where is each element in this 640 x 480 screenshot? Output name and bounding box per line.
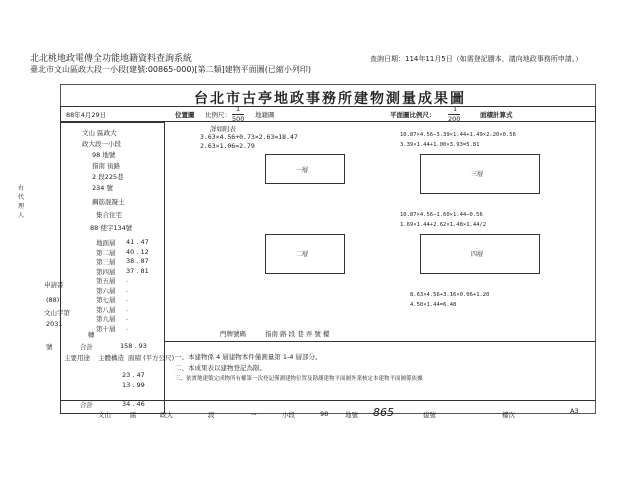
floor-name: 第四層 [96,267,116,276]
page-tag: A3 [570,407,579,415]
formula-8: 4.50×1.44=6.48 [410,302,457,308]
floor-name: 第八層 [96,305,116,314]
document-title: 台北市古亭地政事務所建物測量成果圖 [194,91,466,107]
footer-build-label: 建號 [423,411,436,419]
total-value: 158 . 93 [120,342,147,350]
survey-document [18,84,596,424]
scale-label: 比例尺： [205,111,231,119]
aux-structure-label: 主體構造 [98,354,124,362]
floor-plan-1 [265,154,345,184]
eaves-value: 13 . 99 [122,381,145,389]
plan-scale-den: 200 [448,115,461,123]
lane-value: 2 段225巷 [92,173,124,181]
formula-4: 3.39×1.44+1.00×3.93=5.81 [400,142,480,148]
header-row [60,106,596,122]
no-label: 號 [46,343,53,351]
door-plate-label: 門牌號碼 [220,330,246,338]
section-value: 政大段一小段 [82,140,121,148]
formula-5: 10.87×4.56−1.60×1.44−0.56 [400,212,483,218]
floor-area: . [126,295,129,303]
plan-scale-label: 平面圖比例尺： [390,111,436,119]
floor-area: 38 . 87 [126,257,149,265]
floor-area: 37 . 81 [126,266,149,275]
floor-name: 第七層 [96,296,116,304]
floor-name: 第五層 [96,277,116,285]
note-2: 二、本成果表以建物登記為限。 [175,364,266,372]
applicant-no: (88) [46,296,60,304]
floor-plan-3-label: 三層 [471,171,484,178]
query-info: 查詢日期：114年11月5日（如需登記謄本，請向地政事務所申請。） [370,55,583,63]
note-3: 三、依實地建築完成物所有權第一次登記僅測建物位置及勘測建物平面圖外業核定本建物平面圖係依據 [175,376,423,382]
footer-lot-label: 地號 [345,411,358,419]
page-header [0,0,640,74]
total-label: 合計 [80,343,93,351]
floor-name: 第九層 [96,315,116,323]
system-title: 北北桃地政電傳全功能地籍資料查詢系統 [30,54,193,64]
door-plate-written: 指南 路 段 巷 弄 號 樓 [265,330,330,338]
formula-3: 10.87×4.56−3.39×1.44+1.49×2.20×0.56 [400,132,516,138]
footer-num-label: 樓次 [502,411,515,419]
floor-plan-4-label: 四層 [471,251,484,258]
floor-plan-4 [420,234,540,274]
footer-lot: 98 [320,410,329,418]
floor-area: . [126,314,129,322]
floor-area: . [126,276,129,284]
floor-plan-2 [265,234,345,274]
balcony-value: 23 . 47 [122,371,145,379]
footer-duan: 段 [208,411,215,419]
use-value: 集合住宅 [96,211,122,219]
floor-plan-1-label: 一層 [296,167,309,174]
scale-num: 1 [236,105,241,113]
number-value: 234 號 [92,184,113,192]
area-calc-sub: 詳如附表 [210,125,236,133]
aux-total-label: 合計 [80,401,93,409]
main-use-label: 主要用途 [64,354,90,362]
district-value: 文山 區政大 [82,129,117,137]
road-value: 指南 街路 [92,162,121,170]
footer-handwritten-number: 865 [373,406,394,419]
note-1: 一、本建物係 4 層建物本件僅測量第 1-4 層部分。 [175,353,322,361]
agent-side-label: 右代理人 [18,185,25,219]
floor-area: . [126,304,129,313]
formula-2: 2.63×1.06=2.79 [200,142,255,150]
floor-name: 第十層 [96,324,116,333]
applicant-label: 申請書 [44,281,64,289]
floor-name: 第六層 [96,286,116,295]
floor-area: 40 . 12 [126,247,149,256]
lot-value: 98 地號 [92,151,116,159]
date-row: 88年4月29日 [66,111,107,119]
floor-area: . [126,285,129,294]
footer-section: 政大 [160,411,173,419]
office-label: 文山字第 [44,309,70,317]
stamp-text: 轉 [88,331,95,339]
floor-plan-3 [420,154,540,194]
formula-1: 3.63×4.56+0.73×2.63=18.47 [200,133,298,141]
floor-plan-2-label: 二層 [296,251,309,258]
scale-den: 500 [232,115,245,123]
footer-small2: 小段 [282,411,295,419]
plan-scale-num: 1 [453,105,458,113]
floor-area: . [126,323,129,332]
land-label: 地籍圖 [255,111,275,119]
footer-district: 文山 [98,411,111,419]
application-number: 2031 [46,320,63,328]
formula-6: 1.69×1.44+2.62×1.48×1.44/2 [400,222,487,228]
document-caption: 臺北市文山區政大段一小段(建號:00865-000)[第二類]建物平面圖(已縮小列印) [30,65,312,74]
floor-name: 地面層 [96,239,116,247]
formula-7: 8.63×4.56+3.16×0.06+1.20 [410,292,490,298]
license-value: 88 使字134號 [90,224,133,232]
structure-value: 鋼筋混凝土 [92,198,125,206]
aux-total-value: 34 . 46 [122,400,145,408]
location-label: 位置圖 [175,111,195,119]
footer-small: 一 [250,411,257,419]
footer-qu: 區 [130,411,137,419]
unit-label: 面積 (平方公尺) [128,354,175,362]
floor-name: 第二層 [96,248,116,257]
floor-name: 第三層 [96,258,116,266]
floor-area: 41 . 47 [126,238,149,246]
area-calc-label: 面積計算式 [480,111,513,119]
